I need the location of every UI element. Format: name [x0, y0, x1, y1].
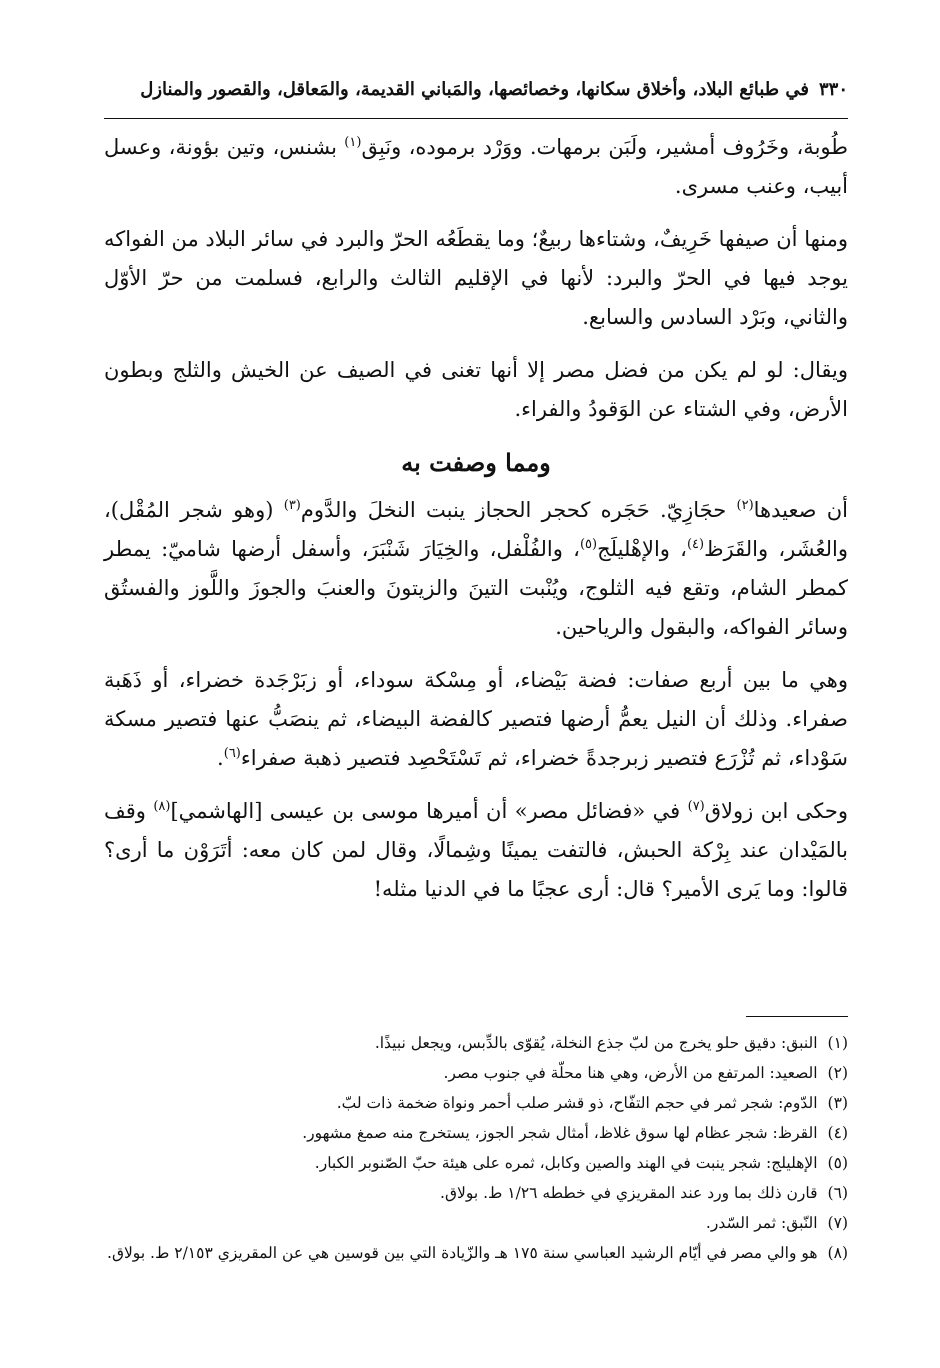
footnote-ref-6[interactable]: (٦) — [223, 746, 241, 761]
main-text — [104, 128, 848, 923]
footnote-ref-8[interactable]: (٨) — [153, 799, 171, 814]
footnote-divider — [746, 1016, 848, 1017]
section-heading: ومما وصفت به — [401, 448, 551, 477]
footnote-6: (٦) قارن ذلك بما ورد عند المقريزي في خططه ١/٢٦ ط. بولاق. — [440, 1184, 848, 1202]
header-divider — [104, 118, 848, 119]
footnote-2: (٢) الصعيد: المرتفع من الأرض، وهي هنا محلّة في جنوب مصر. — [443, 1064, 848, 1082]
page-number: ٣٣٠ — [818, 79, 848, 100]
footnote-7: (٧) النّبق: ثمر السّدر. — [705, 1214, 848, 1232]
paragraph-6: وحكى ابن زولاق$^{(٧)}$ في «فضائل مصر» أن أميرها موسى بن عيسى [الهاشمي]$^{(٨)}$ وقف بالمَيْدان عند بِرْكة الحبش، فالتفت يمينًا وشِمالًا، وقال لمن كان معه: أتَرَوْن ما أرى؟ قالوا: وما يَرى الأمير؟ قال: أرى عجبًا ما في الدنيا مثله! — [104, 799, 849, 901]
footnotes — [104, 1028, 848, 1268]
footnote-4: (٤) القرظ: شجر عظام لها سوق غلاظ، أمثال شجر الجوز، يستخرج منه صمغ مشهور. — [302, 1124, 848, 1142]
footnote-ref-1[interactable]: (١) — [344, 135, 362, 150]
paragraph-1: طُوبة، وخَرُوف أمشير، ولَبَن برمهات. ووَرْد برموده، ونَبِق$^{(١)}$ بشنس، وتين بؤونة، وعسل أبيب، وعنب مسرى. — [104, 135, 848, 198]
running-header — [104, 76, 848, 104]
paragraph-3: ويقال: لو لم يكن من فضل مصر إلا أنها تغنى في الصيف عن الخيش والثلج وبطون الأرض، وفي الشتاء عن الوَقودُ والفراء. — [104, 358, 848, 421]
paragraph-5: وهي ما بين أربع صفات: فضة بَيْضاء، أو مِسْكة سوداء، أو زبَرْجَدة خضراء، أو ذَهَبة صفراء. وذلك أن النيل يعمُّ أرضها فتصير كالفضة البيضاء، ثم ينصَبُّ عنها فتصير مسكة سَوْداء، ثم تُزْرَع فتصير زبرجدةً خضراء، ثم تَسْتَحْصِد فتصير ذهبة صفراء$^{(٦)}$. — [104, 668, 848, 770]
footnote-ref-4[interactable]: (٤) — [686, 537, 705, 552]
footnote-ref-3[interactable]: (٣) — [283, 498, 301, 513]
footnote-ref-7[interactable]: (٧) — [687, 799, 705, 814]
footnote-8: (٨) هو والي مصر في أيّام الرشيد العباسي سنة ١٧٥ هـ والزّيادة التي بين قوسين هي عن المقريزي ٢/١٥٣ ط. بولاق. — [107, 1244, 848, 1262]
footnote-ref-5[interactable]: (٥) — [579, 537, 598, 552]
footnote-ref-2[interactable]: (٢) — [736, 498, 754, 513]
footnote-5: (٥) الإهليلج: شجر ينبت في الهند والصين وكابل، ثمره على هيئة حبّ الصّنوبر الكبار. — [314, 1154, 848, 1172]
footnote-1: (١) النبق: دقيق حلو يخرج من لبّ جذع النخلة، يُقوّى بالدِّبس، ويجعل نبيذًا. — [374, 1034, 848, 1052]
running-title: في طبائع البلاد، وأخلاق سكانها، وخصائصها، والمَباني القديمة، والمَعاقل، والقصور والمنازل — [140, 79, 809, 100]
paragraph-4: أن صعيدها$^{(٢)}$ حجَازِيّ. حَجَره كحجر الحجاز ينبت النخلَ والدَّوم$^{(٣)}$ (وهو شجر المُقْل)، والعُشَر، والقَرَظ$^{(٤)}$، والإهْليلَج$^{(٥)}$، والفُلْفل، والخِيَارَ شَنْبَرَ، وأسفل أرضها شاميّ: يمطر كمطر الشام، وتقع فيه الثلوج، ويُنْبت التينَ والزيتونَ والعنبَ والجوزَ واللَّوز والفستُق وسائر الفواكه، والبقول والرياحين. — [104, 498, 848, 639]
footnote-3: (٣) الدّوم: شجر ثمر في حجم التفّاح، ذو قشر صلب أحمر ونواة ضخمة ذات لبّ. — [336, 1094, 848, 1112]
paragraph-2: ومنها أن صيفها خَرِيفٌ، وشتاءها ربيعٌ؛ وما يقطَعُه الحرّ والبرد في سائر البلاد من الفواكه يوجد فيها في الحرّ والبرد: لأنها في الإقليم الثالث والرابع، فسلمت من حرّ الأوّل والثاني، وبَرْد السادس والسابع. — [104, 227, 848, 329]
